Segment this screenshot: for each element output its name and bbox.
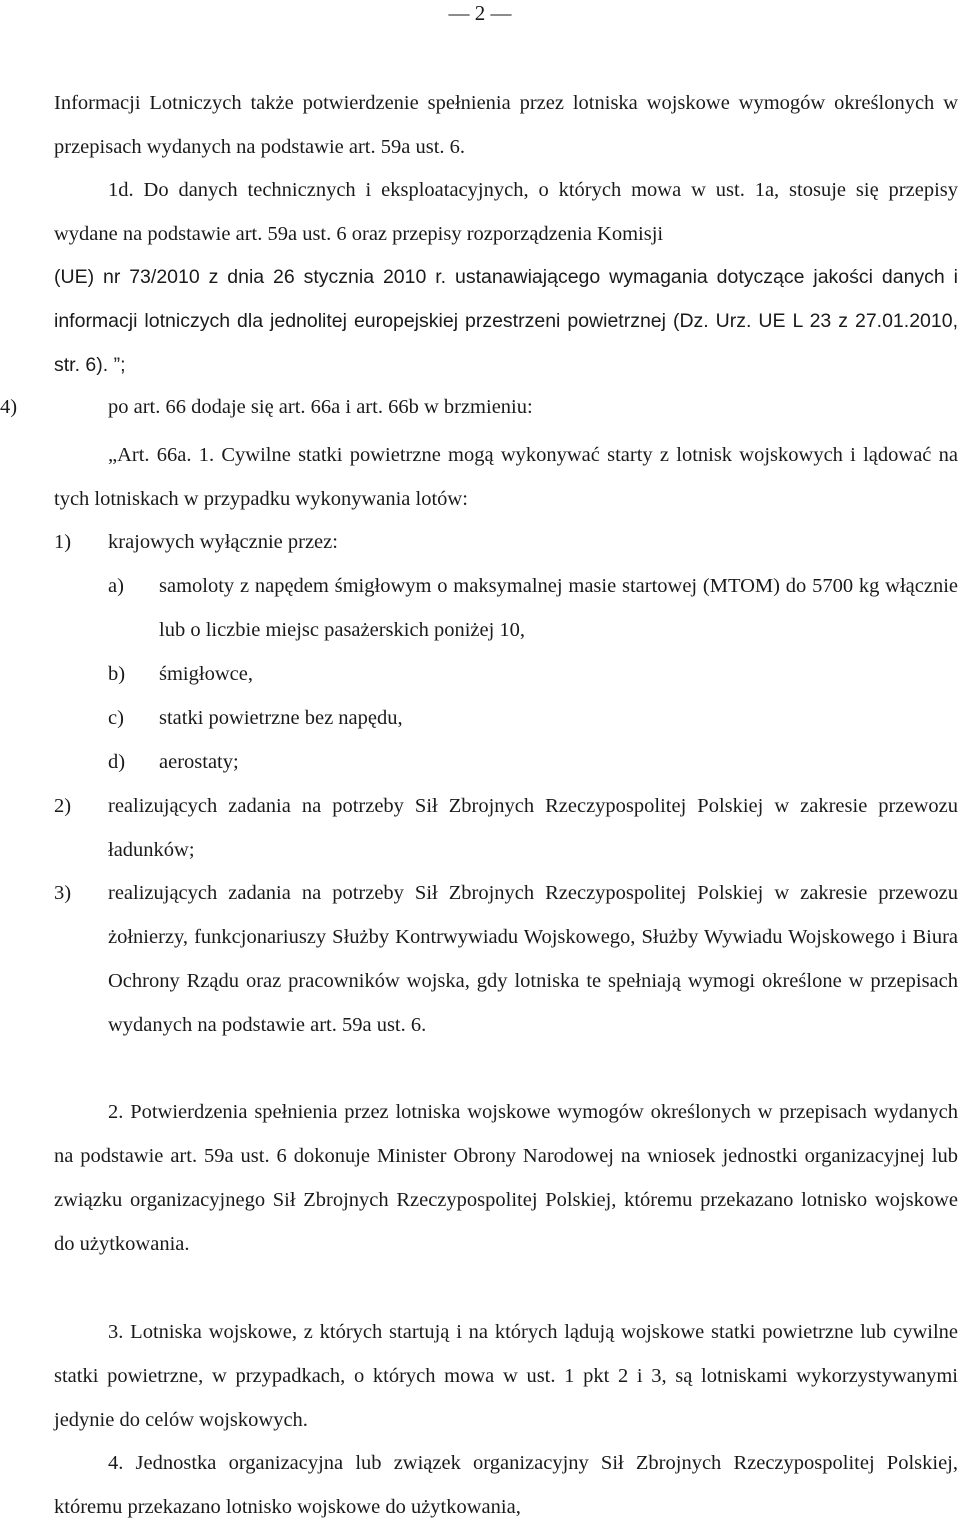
section-4: 4. Jednostka organizacyjna lub związek organizacyjny Sił Zbrojnych Rzeczypospolitej Polskiej, któremu przekazano lotnisko wojskowe do użytkowania,: [54, 1452, 958, 1518]
letter-c-label: c): [108, 707, 124, 729]
point-1-number: 1): [54, 531, 72, 553]
letter-a-text: samoloty z napędem śmigłowym o maksymalnej masie startowej (MTOM) do 5700 kg włącznie lub o liczbie miejsc pasażerskich poniżej 10,: [159, 575, 958, 641]
point-2-number: 2): [54, 795, 72, 817]
point-3-number: 3): [54, 882, 72, 904]
item-4-text: po art. 66 dodaje się art. 66a i art. 66b w brzmieniu:: [108, 396, 533, 418]
paragraph-1d-continued: (UE) nr 73/2010 z dnia 26 stycznia 2010 r. ustanawiającego wymagania dotyczące jakości danych i informacji lotniczych dla jednolitej europejskiej przestrzeni powietrznej (Dz. Urz. UE L 23 z 27.01.2010, str. 6). ”;: [54, 266, 958, 376]
paragraph-1d: 1d. Do danych technicznych i eksploatacyjnych, o których mowa w ust. 1a, stosuje się przepisy wydane na podstawie art. 59a ust. 6 oraz przepisy rozporządzenia Komisji: [54, 179, 958, 245]
point-1-text: krajowych wyłącznie przez:: [108, 531, 338, 553]
article-66a-intro: „Art. 66a. 1. Cywilne statki powietrzne mogą wykonywać starty z lotnisk wojskowych i lądować na tych lotniskach w przypadku wykonywania lotów:: [54, 444, 958, 510]
point-2-text: realizujących zadania na potrzeby Sił Zbrojnych Rzeczypospolitej Polskiej w zakresie przewozu ładunków;: [108, 795, 958, 861]
page-number: — 2 —: [448, 1, 512, 25]
letter-d-text: aerostaty;: [159, 751, 239, 773]
paragraph-intro: Informacji Lotniczych także potwierdzenie spełnienia przez lotniska wojskowe wymogów określonych w przepisach wydanych na podstawie art. 59a ust. 6.: [54, 92, 958, 158]
letter-b-text: śmigłowce,: [159, 663, 253, 685]
letter-d-label: d): [108, 751, 126, 773]
section-3: 3. Lotniska wojskowe, z których startują i na których lądują wojskowe statki powietrzne lub cywilne statki powietrzne, w przypadkach, o których mowa w ust. 1 pkt 2 i 3, są lotniskami wykorzystywanymi jedynie do celów wojskowych.: [54, 1321, 958, 1431]
section-2: 2. Potwierdzenia spełnienia przez lotniska wojskowe wymogów określonych w przepisach wydanych na podstawie art. 59a ust. 6 dokonuje Minister Obrony Narodowej na wniosek jednostki organizacyjnej lub związku organizacyjnego Sił Zbrojnych Rzeczypospolitej Polskiej, któremu przekazano lotnisko wojskowe do użytkowania.: [54, 1101, 958, 1255]
item-4-number: 4): [0, 396, 18, 418]
letter-a-label: a): [108, 575, 124, 597]
point-3-text: realizujących zadania na potrzeby Sił Zbrojnych Rzeczypospolitej Polskiej w zakresie przewozu żołnierzy, funkcjonariuszy Służby Kontrwywiadu Wojskowego, Służby Wywiadu Wojskowego i Biura Ochrony Rządu oraz pracowników wojska, gdy lotniska te spełniają wymogi określone w przepisach wydanych na podstawie art. 59a ust. 6.: [108, 882, 958, 1036]
letter-b-label: b): [108, 663, 126, 685]
letter-c-text: statki powietrzne bez napędu,: [159, 707, 403, 729]
